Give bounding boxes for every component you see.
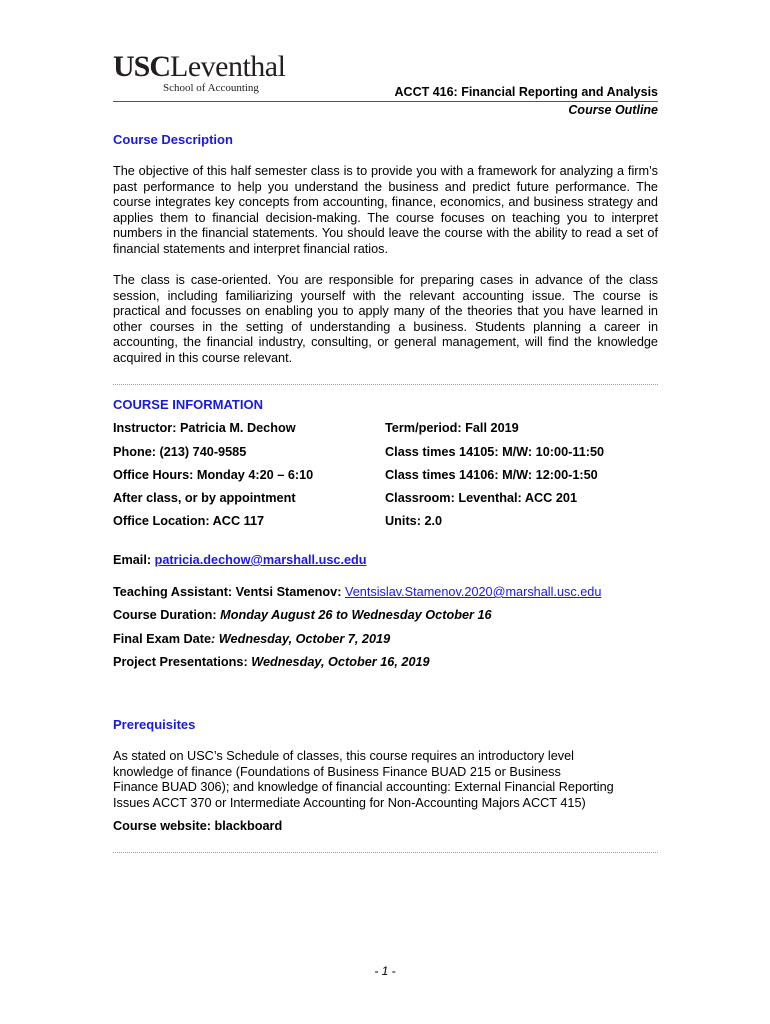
course-website: Course website: blackboard <box>113 819 283 833</box>
final-exam-line: Final Exam Date: Wednesday, October 7, 2019 <box>113 632 391 646</box>
term-period: Term/period: Fall 2019 <box>385 421 519 435</box>
prerequisites-text: As stated on USC’s Schedule of classes, this course requires an introductory level knowledge of finance (Foundations of Business Finance BUAD 215 or Business Finance BUAD 306); and knowledge of financial accounting: External Financial Reporting Issues ACCT 370 or Intermediate Accounting for Non-Accounting Majors ACCT 415) <box>113 749 614 810</box>
class-times-14106: Class times 14106: M/W: 12:00-1:50 <box>385 468 598 482</box>
course-title: ACCT 416: Financial Reporting and Analysis <box>394 85 658 99</box>
course-description-heading: Course Description <box>113 132 233 147</box>
logo-subtitle: School of Accounting <box>163 82 259 94</box>
instructor: Instructor: Patricia M. Dechow <box>113 421 296 435</box>
prerequisites-heading: Prerequisites <box>113 717 196 732</box>
email-line: Email: patricia.dechow@marshall.usc.edu <box>113 553 367 567</box>
logo-wordmark: USCLeventhal <box>113 50 286 83</box>
classroom: Classroom: Leventhal: ACC 201 <box>385 491 578 505</box>
project-presentations-line: Project Presentations: Wednesday, October 16, 2019 <box>113 655 430 669</box>
office-location: Office Location: ACC 117 <box>113 514 265 528</box>
class-times-14105: Class times 14105: M/W: 10:00-11:50 <box>385 445 605 459</box>
teaching-assistant-line: Teaching Assistant: Ventsi Stamenov: Ventsislav.Stamenov.2020@marshall.usc.edu <box>113 585 602 599</box>
usc-leventhal-logo <box>113 52 285 94</box>
page-number: - 1 - <box>374 964 396 978</box>
instructor-email-link[interactable]: patricia.dechow@marshall.usc.edu <box>154 553 367 567</box>
office-hours: Office Hours: Monday 4:20 – 6:10 <box>113 468 314 482</box>
ta-email-link[interactable]: Ventsislav.Stamenov.2020@marshall.usc.edu <box>344 585 602 599</box>
course-duration-line: Course Duration: Monday August 26 to Wednesday October 16 <box>113 608 492 622</box>
section-divider <box>113 384 658 385</box>
course-subtitle: Course Outline <box>568 103 658 117</box>
phone: Phone: (213) 740-9585 <box>113 445 247 459</box>
description-paragraph-2: The class is case-oriented. You are responsible for preparing cases in advance of the class session, including familiarizing yourself with the relevant accounting issue. The course is practical and focusses on enabling you to apply many of the theories that you have learned in other courses in the setting of understanding a business. Students planning a career in accounting, the financial industry, consulting, or general management, will find the knowledge acquired in this course relevant. <box>113 273 658 365</box>
course-information-heading: COURSE INFORMATION <box>113 397 263 412</box>
section-divider-bottom <box>113 852 658 853</box>
description-paragraph-1: The objective of this half semester class is to provide you with a framework for analyzing a firm’s past performance to help you understand the business and predict future performance. The course integrates key concepts from accounting, finance, economics, and business strategy and applies them to financial decision-making. The course focuses on teaching you to interpret numbers in the financial statements. You should leave the course with the ability to read a set of financial statements and interpret financial ratios. <box>113 164 658 256</box>
office-hours-extra: After class, or by appointment <box>113 491 296 505</box>
units: Units: 2.0 <box>385 514 443 528</box>
header-divider <box>113 101 658 102</box>
